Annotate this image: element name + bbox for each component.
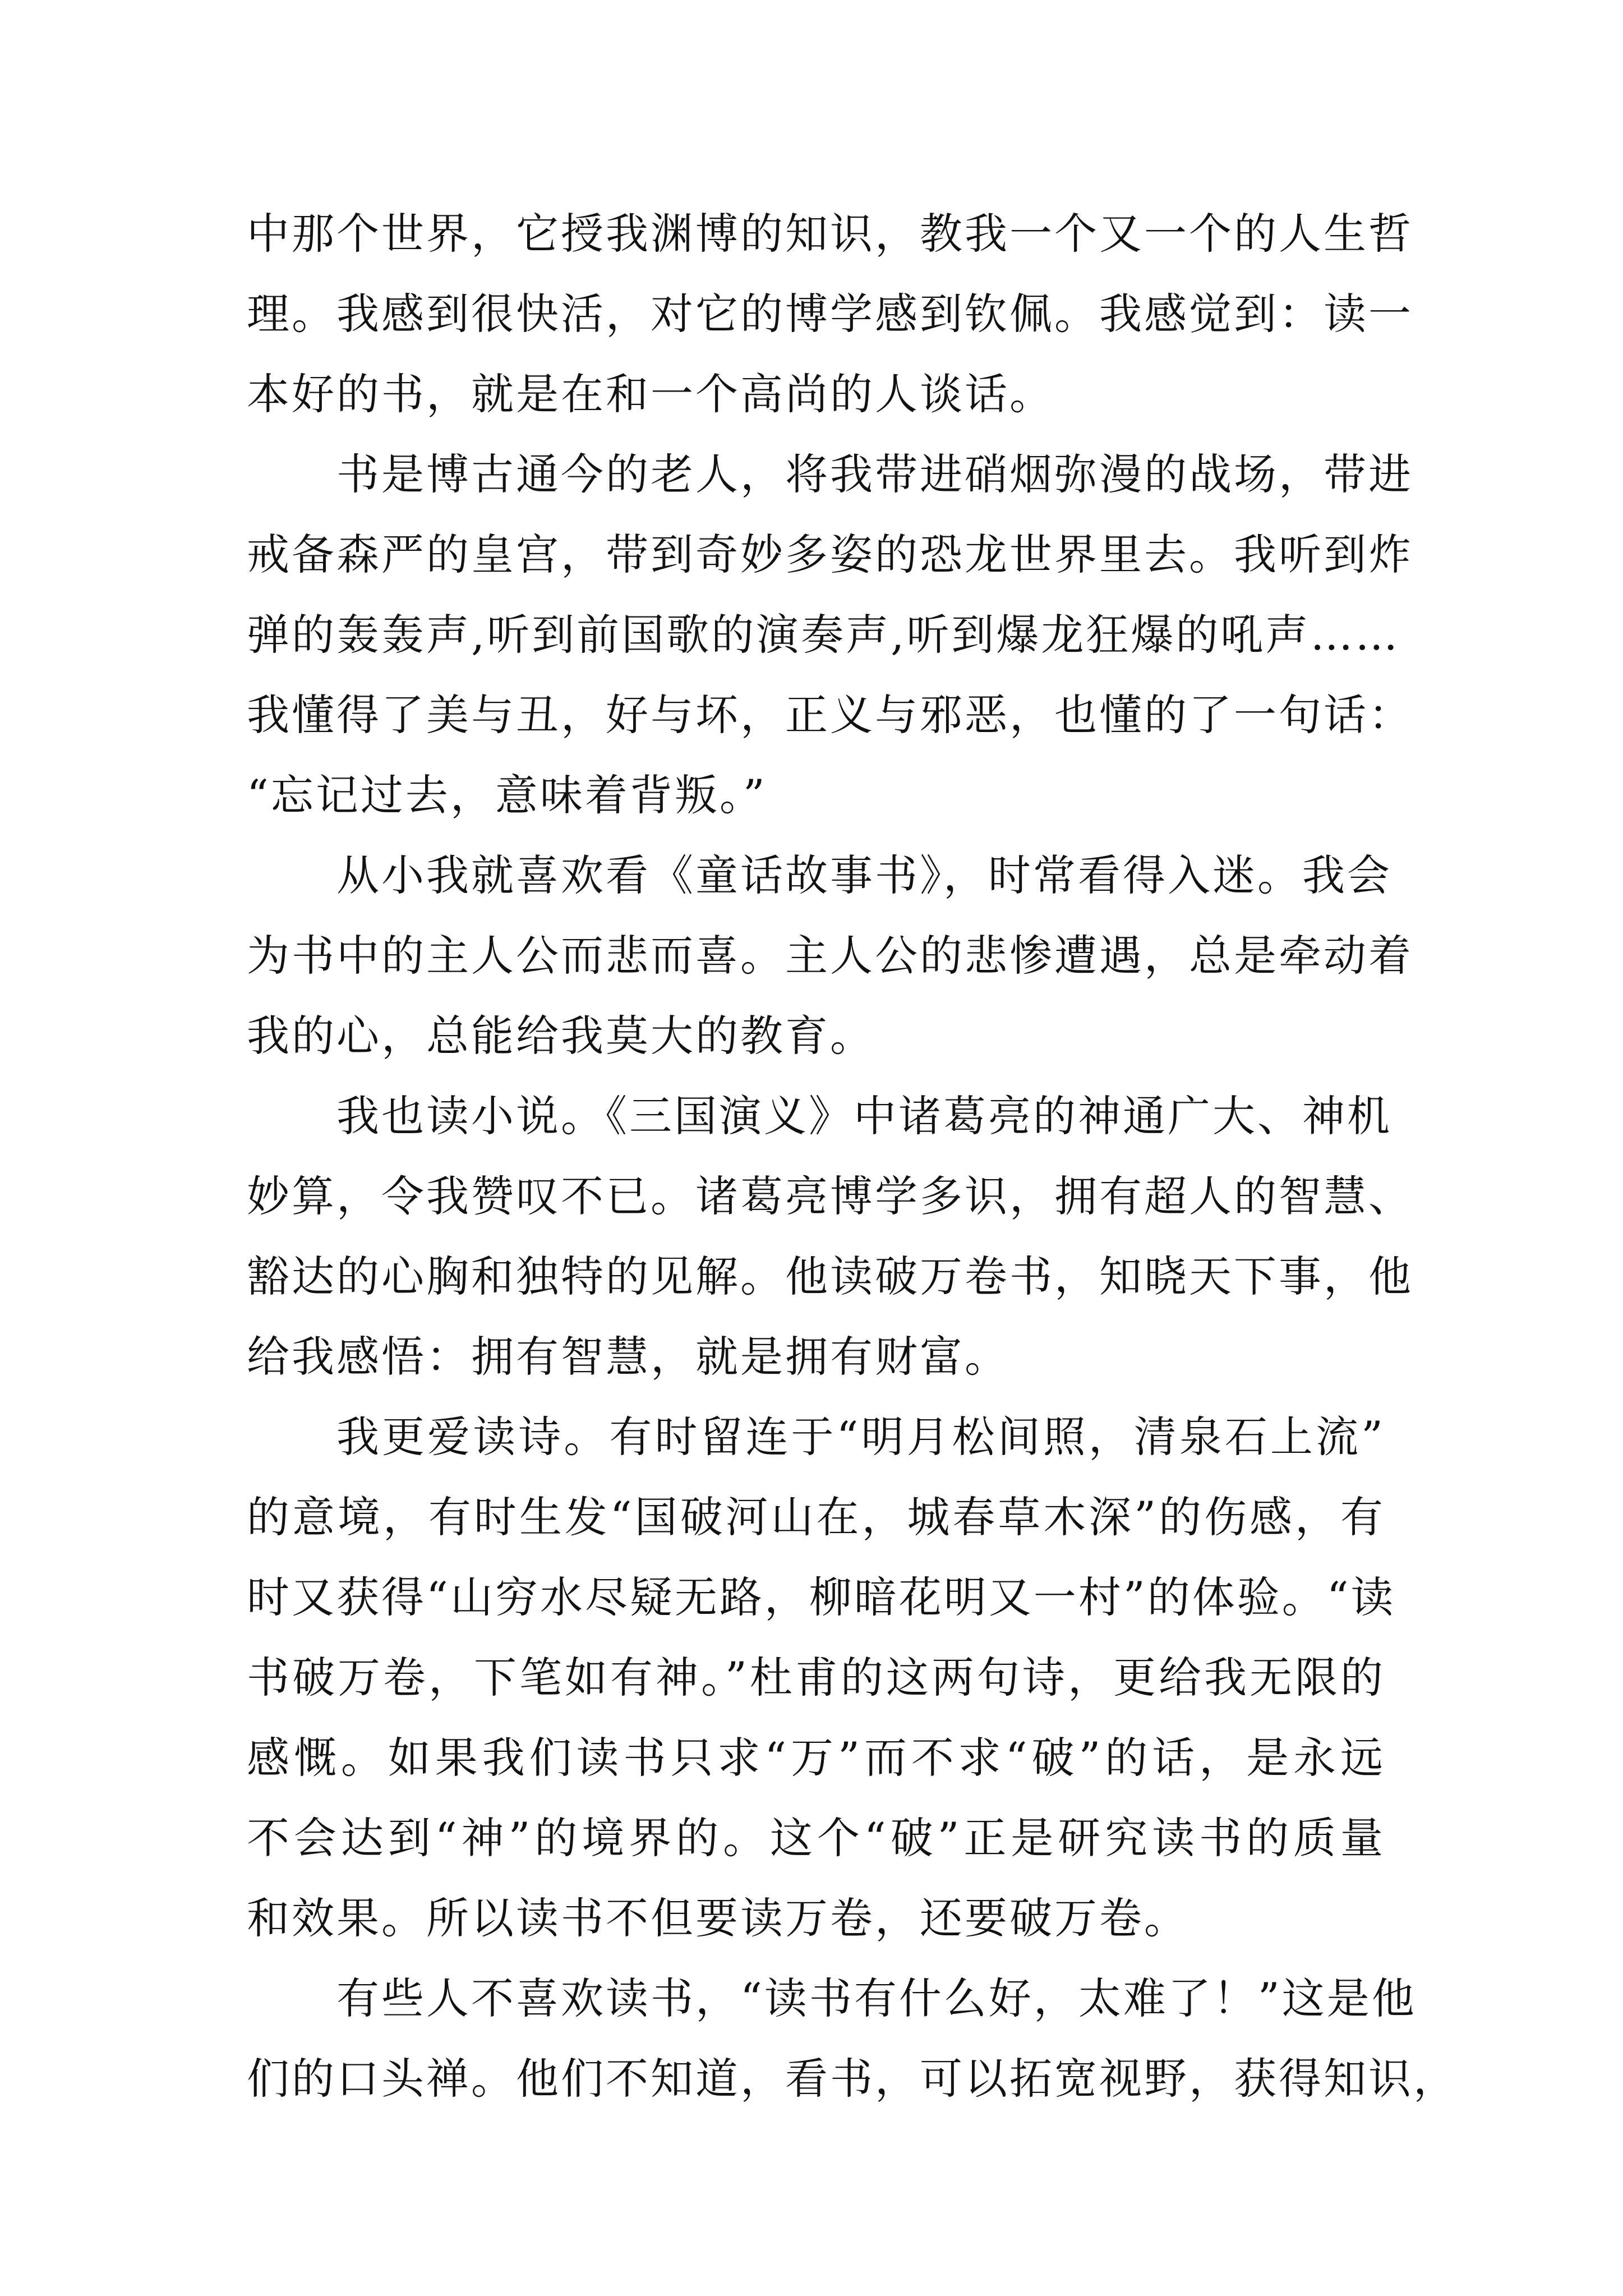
text-line: 妙算，令我赞叹不已。诸葛亮博学多识，拥有超人的智慧、	[247, 1171, 1413, 1221]
text-line: 我懂得了美与丑，好与坏，正义与邪恶，也懂的了一句话：	[247, 690, 1413, 740]
text-line: 的意境，有时生发“国破河山在，城春草木深”的伤感，有	[247, 1492, 1385, 1542]
text-line: 中那个世界，它授我渊博的知识，教我一个又一个的人生哲	[247, 209, 1413, 259]
text-line: 弹的轰轰声,听到前国歌的演奏声,听到爆龙狂爆的吼声……	[247, 610, 1400, 660]
text-line: 为书中的主人公而悲而喜。主人公的悲惨遭遇，总是牵动着	[247, 931, 1413, 981]
text-line: 我的心，总能给我莫大的教育。	[247, 1011, 875, 1061]
text-line: 我更爱读诗。有时留连于“明月松间照，清泉石上流”	[336, 1412, 1385, 1462]
text-line: 和效果。所以读书不但要读万卷，还要破万卷。	[247, 1893, 1189, 1943]
text-line: 从小我就喜欢看《童话故事书》，时常看得入迷。我会	[336, 850, 1392, 900]
text-line: 戒备森严的皇宫，带到奇妙多姿的恐龙世界里去。我听到炸	[247, 530, 1413, 579]
text-line: 时又获得“山穷水尽疑无路，柳暗花明又一村”的体验。“读	[247, 1572, 1396, 1622]
text-line: 理。我感到很快活，对它的博学感到钦佩。我感觉到：读一	[247, 289, 1413, 339]
text-line: 感慨。如果我们读书只求“万”而不求“破”的话，是永远	[247, 1733, 1385, 1783]
text-line: 们的口头禅。他们不知道，看书，可以拓宽视野，获得知识，	[247, 2054, 1458, 2104]
text-line: 书破万卷，下笔如有神。”杜甫的这两句诗，更给我无限的	[247, 1653, 1385, 1703]
text-line: 我也读小说。《三国演义》中诸葛亮的神通广大、神机	[336, 1091, 1392, 1141]
document-body-text	[247, 194, 1458, 2119]
text-line: 豁达的心胸和独特的见解。他读破万卷书，知晓天下事，他	[247, 1251, 1413, 1301]
text-line: “忘记过去，意味着背叛。”	[247, 770, 767, 820]
text-line: 书是博古通今的老人，将我带进硝烟弥漫的战场，带进	[336, 449, 1413, 499]
text-line: 不会达到“神”的境界的。这个“破”正是研究读书的质量	[247, 1813, 1385, 1863]
text-line: 给我感悟：拥有智慧，就是拥有财富。	[247, 1332, 1009, 1382]
text-line: 本好的书，就是在和一个高尚的人谈话。	[247, 369, 1054, 419]
text-line: 有些人不喜欢读书，“读书有什么好，太难了！”这是他	[336, 1973, 1417, 2023]
